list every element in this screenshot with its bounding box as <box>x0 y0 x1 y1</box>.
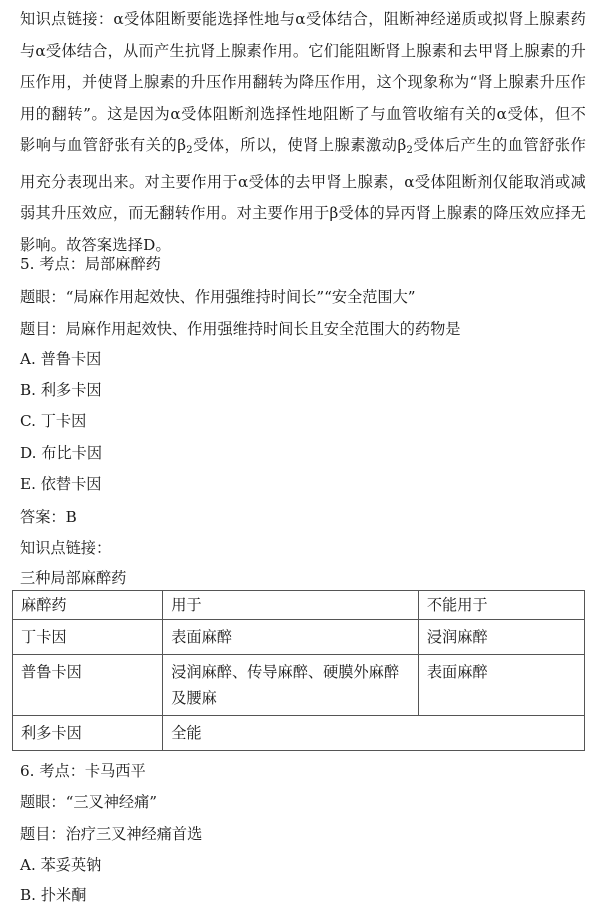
cell-used-for: 全能 <box>163 716 585 751</box>
cell-not-used-for: 表面麻醉 <box>418 655 584 716</box>
q5-option-c: C. 丁卡因 <box>20 412 87 430</box>
anesthetics-table <box>12 590 585 751</box>
q5-option-e: E. 依替卡因 <box>20 475 102 493</box>
q5-topic: 5. 考点：局部麻醉药 <box>20 255 161 273</box>
q6-eye: 题眼：“三叉神经痛” <box>20 793 158 811</box>
q6-stem: 题目：治疗三叉神经痛首选 <box>20 825 203 843</box>
cell-used-for: 浸润麻醉、传导麻醉、硬膜外麻醉及腰麻 <box>163 655 419 716</box>
header-drug: 麻醉药 <box>13 591 163 620</box>
header-not-used-for: 不能用于 <box>418 591 584 620</box>
table-row <box>13 716 585 751</box>
q5-option-b: B. 利多卡因 <box>20 381 102 399</box>
paragraph-text-1: 知识点链接：α受体阻断要能选择性地与α受体结合，阻断神经递质或拟肾上腺素药与α受体结合，从而产生抗肾上腺素作用。它们能阻断肾上腺素和去甲肾上腺素的升压作用，并使肾上腺素的升压作用翻转为降压作用，这个现象称为“肾上腺素升压作用的翻转”。这是因为α受体阻断剂选择性地阻断了与血管收缩有关的α受体，但不影响与血管舒张有关的β <box>20 10 586 154</box>
paragraph-text-3: 受体后产生的血管舒张作用充分表现出来。对主要作用于α受体的去甲肾上腺素，α受体阻断剂仅能取消或减弱其升压效应，而无翻转作用。对主要作用于β受体的异丙肾上腺素的降压效应择无影响。故答案选择D。 <box>20 136 587 254</box>
cell-used-for: 表面麻醉 <box>163 620 419 655</box>
subscript-2: 2 <box>186 145 193 156</box>
q5-knowledge-link: 知识点链接： <box>20 539 112 557</box>
knowledge-link-paragraph <box>20 4 586 261</box>
q6-option-b: B. 扑米酮 <box>20 886 87 904</box>
q6-topic: 6. 考点：卡马西平 <box>20 762 146 780</box>
q5-option-a: A. 普鲁卡因 <box>20 350 102 368</box>
header-used-for: 用于 <box>163 591 419 620</box>
q6-option-a: A. 苯妥英钠 <box>20 856 102 874</box>
q5-option-d: D. 布比卡因 <box>20 444 103 462</box>
subscript-2-b: 2 <box>406 145 414 156</box>
q5-stem: 题目：局麻作用起效快、作用强维持时间长且安全范围大的药物是 <box>20 320 461 338</box>
q5-eye: 题眼：“局麻作用起效快、作用强维持时间长”“安全范围大” <box>20 288 416 306</box>
table-row <box>13 620 585 655</box>
cell-drug: 丁卡因 <box>13 620 163 655</box>
table-row <box>13 655 585 716</box>
table-header-row <box>13 591 585 620</box>
table-title: 三种局部麻醉药 <box>20 569 127 587</box>
cell-drug: 普鲁卡因 <box>13 655 163 716</box>
cell-not-used-for: 浸润麻醉 <box>418 620 584 655</box>
q5-answer: 答案：B <box>20 508 77 526</box>
paragraph-text-2: 受体，所以，使肾上腺素激动β <box>192 136 407 154</box>
cell-drug: 利多卡因 <box>13 716 163 751</box>
